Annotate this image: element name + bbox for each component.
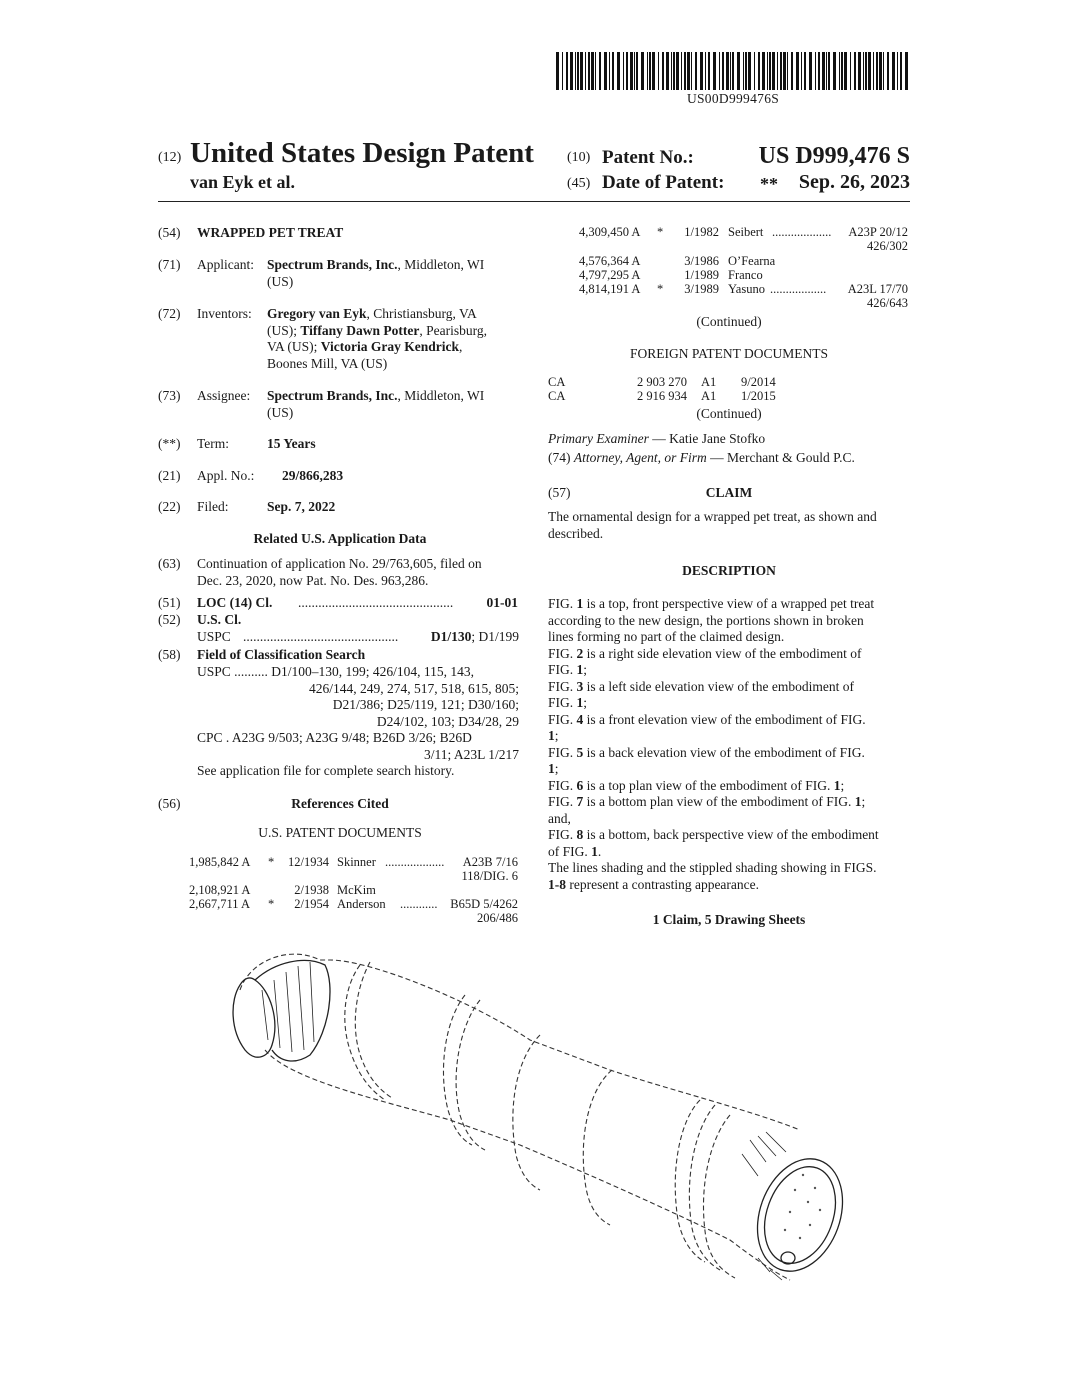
- description-line: [548, 596, 910, 613]
- ref-class: A23L 17/70: [847, 282, 908, 296]
- description-text-part: FIG.: [548, 645, 577, 661]
- description-text-part: FIG.: [548, 662, 577, 677]
- description-figure-ref: 7: [576, 794, 584, 809]
- claim-text: [548, 509, 910, 542]
- barcode-bar: [588, 52, 590, 90]
- barcode-bar: [769, 52, 771, 90]
- code-74: (74): [548, 450, 571, 465]
- barcode-bar: [883, 52, 884, 90]
- description-text-part: represent a contrasting appearance.: [566, 876, 760, 892]
- description-figure-ref: 1: [548, 761, 555, 776]
- description-text-part: is a bottom, back perspective view of the embodiment: [583, 827, 879, 842]
- ref-leader: ...................: [385, 855, 445, 869]
- ref-date: 3/1986: [684, 254, 719, 268]
- description-text-part: FIG.: [548, 695, 577, 710]
- document-title: United States Design Patent: [190, 137, 534, 169]
- description-line: [548, 712, 910, 729]
- applicant-value: [267, 257, 522, 290]
- ref-class: B65D 5/4262: [450, 897, 518, 911]
- field-search-uspc-1: USPC .......... D1/100–130, 199; 426/104, 115, 143,: [197, 664, 475, 679]
- description-figure-ref: 1-8: [548, 876, 566, 892]
- barcode-bar: [796, 52, 799, 90]
- barcode-bar: [767, 52, 768, 90]
- code-54: (54): [158, 225, 181, 240]
- description-text-part: The lines shading and the stippled shading showing in FIGS.: [548, 860, 877, 875]
- field-search-uspc: [197, 664, 519, 780]
- assignee-location: , Middleton, WI: [397, 388, 485, 403]
- description-line: [548, 811, 910, 828]
- claim-line-1: The ornamental design for a wrapped pet treat, as shown and: [548, 509, 877, 524]
- description-figure-ref: 1: [548, 728, 555, 743]
- inventor-3-location: Boones Mill, VA (US): [267, 355, 388, 371]
- continuation-line-2: Dec. 23, 2020, now Pat. No. Des. 963,286.: [197, 572, 429, 588]
- code-52: (52): [158, 612, 181, 627]
- inventor-short: van Eyk et al.: [190, 172, 296, 192]
- description-text-part: ;: [840, 777, 845, 793]
- ref-leader: ..................: [770, 282, 827, 296]
- inventor-2-location: , Pearisburg,: [419, 322, 487, 338]
- barcode-bar: [858, 52, 861, 90]
- description-figure-ref: 3: [576, 678, 584, 694]
- ref-number: 4,797,295 A: [579, 268, 641, 282]
- description-text: [548, 596, 910, 893]
- barcode-bar: [700, 52, 703, 90]
- ref-number: 1,985,842 A: [189, 855, 251, 869]
- description-text-part: FIG.: [548, 827, 577, 842]
- description-line: [548, 662, 910, 679]
- patent-number: US D999,476 S: [758, 143, 910, 169]
- foreign-kind: A1: [701, 389, 717, 403]
- description-text-part: lines forming no part of the claimed design.: [548, 629, 785, 644]
- barcode-bar: [673, 52, 675, 90]
- barcode-bar: [863, 52, 864, 90]
- code-63: (63): [158, 556, 181, 571]
- ref-date: 3/1989: [684, 282, 719, 296]
- ref-date: 1/1989: [684, 268, 719, 282]
- description-line: [548, 844, 910, 861]
- field-search-uspc-4: D24/102, 103; D34/28, 29: [376, 713, 519, 729]
- barcode-bar: [905, 52, 908, 90]
- barcode-bar: [636, 52, 638, 90]
- inventor-1: Gregory van Eyk: [267, 306, 367, 321]
- inventor-1-country: (US);: [267, 322, 301, 338]
- description-line: [548, 613, 910, 630]
- barcode-bar: [818, 52, 820, 90]
- barcode-bar: [708, 52, 710, 90]
- barcode-bar: [671, 52, 672, 90]
- ref-number: 4,309,450 A: [579, 225, 641, 239]
- code-term: (**): [158, 436, 181, 451]
- appl-no-value: 29/866,283: [282, 468, 344, 483]
- description-line: [548, 728, 910, 745]
- description-text-part: FIG.: [548, 794, 577, 809]
- claims-sheets-count: 1 Claim, 5 Drawing Sheets: [652, 912, 806, 927]
- barcode-bar: [762, 52, 765, 90]
- field-search-uspc-2: 426/144, 249, 274, 517, 518, 615, 805;: [308, 680, 519, 696]
- barcode-bar: [897, 52, 898, 90]
- description-text-part: of FIG.: [548, 843, 592, 859]
- barcode-bar: [722, 52, 724, 90]
- description-line: [548, 761, 910, 778]
- barcode-bar: [748, 52, 751, 90]
- ref-class: A23P 20/12: [848, 225, 908, 239]
- barcode-bar: [580, 52, 583, 90]
- loc-cl-label: LOC (14) Cl.: [197, 595, 273, 610]
- barcode-bar: [556, 52, 559, 90]
- description-figure-ref: 8: [576, 827, 584, 842]
- barcode-bar: [647, 52, 648, 90]
- barcode-bar: [758, 52, 760, 90]
- ref-leader: ............: [400, 897, 438, 911]
- description-text-part: is a top, front perspective view of a wrapped pet treat: [583, 596, 875, 611]
- us-cl-label: U.S. Cl.: [197, 612, 242, 627]
- design-title: WRAPPED PET TREAT: [197, 225, 344, 240]
- ref-class-secondary: 118/DIG. 6: [461, 869, 518, 883]
- ref-number: 4,576,364 A: [579, 254, 641, 268]
- assignee-value: [267, 388, 522, 421]
- description-text-part: ;: [861, 794, 866, 809]
- related-data-heading: Related U.S. Application Data: [253, 531, 427, 546]
- foreign-kind: A1: [701, 375, 717, 389]
- barcode-bar: [809, 52, 812, 90]
- inventor-3: Victoria Gray Kendrick: [320, 339, 459, 354]
- description-figure-ref: 6: [576, 777, 584, 793]
- description-text-part: is a left side elevation view of the embodiment of: [583, 678, 854, 694]
- barcode-bar: [652, 52, 655, 90]
- description-line: [548, 646, 910, 663]
- barcode-bar: [676, 52, 679, 90]
- ref-leader: ...................: [772, 225, 832, 239]
- code-51: (51): [158, 595, 181, 610]
- description-line: [548, 877, 910, 894]
- examiner-line: [548, 431, 910, 448]
- patent-number-label: Patent No.:: [602, 147, 694, 168]
- description-text-part: ;: [554, 728, 559, 743]
- ref-cited-by-examiner: *: [657, 282, 664, 296]
- barcode-bar: [681, 52, 682, 90]
- barcode-bar: [772, 52, 775, 90]
- barcode-bar: [841, 52, 843, 90]
- description-figure-ref: 5: [576, 744, 584, 760]
- barcode-bar: [585, 52, 586, 90]
- ref-name: Franco: [728, 268, 763, 282]
- description-figure-ref: 4: [576, 711, 584, 727]
- attorney-label: Attorney, Agent, or Firm: [573, 450, 707, 465]
- barcode-bar: [801, 52, 802, 90]
- barcode-bar: [876, 52, 878, 90]
- description-text-part: ;: [583, 695, 588, 710]
- inventor-3-sep: ,: [459, 339, 463, 354]
- assignee-name: Spectrum Brands, Inc.: [267, 388, 398, 403]
- code-21: (21): [158, 468, 181, 483]
- barcode-bar: [566, 52, 568, 90]
- ref-date: 12/1934: [288, 855, 329, 869]
- description-figure-ref: 1: [591, 843, 598, 859]
- barcode-bar: [658, 52, 659, 90]
- barcode-bar: [743, 52, 744, 90]
- code-10: (10): [567, 150, 591, 165]
- foreign-number: 2 916 934: [637, 389, 687, 403]
- ref-date: 2/1954: [294, 897, 329, 911]
- ref-name: Skinner: [337, 855, 376, 869]
- applicant-name: Spectrum Brands, Inc.: [267, 257, 398, 272]
- examiner-name: — Katie Jane Stofko: [648, 431, 766, 446]
- barcode-bar: [844, 52, 847, 90]
- us-patent-docs-heading: U.S. PATENT DOCUMENTS: [258, 825, 422, 840]
- ref-date: 2/1938: [294, 883, 329, 897]
- barcode-bar: [854, 52, 856, 90]
- barcode-bar: [705, 52, 706, 90]
- field-search-note: See application file for complete search history.: [197, 763, 455, 778]
- barcode-bar: [804, 52, 806, 90]
- attorney-name: — Merchant & Gould P.C.: [706, 450, 855, 465]
- description-figure-ref: 1: [576, 695, 584, 710]
- barcode-bar: [826, 52, 827, 90]
- barcode-bar: [634, 52, 635, 90]
- description-text-part: FIG.: [548, 678, 577, 694]
- description-line: [548, 794, 910, 811]
- barcode-bar: [879, 52, 882, 90]
- barcode-bar: [777, 52, 778, 90]
- filed-label: Filed:: [197, 499, 229, 514]
- barcode-bar: [570, 52, 573, 90]
- barcode-bar: [892, 52, 895, 90]
- assignee-label: Assignee:: [197, 388, 251, 403]
- filed-value: Sep. 7, 2022: [267, 499, 336, 514]
- barcode-bar: [623, 52, 624, 90]
- ref-class-secondary: 426/643: [867, 296, 908, 310]
- description-text-part: .: [597, 843, 602, 859]
- continuation-text: [197, 556, 519, 589]
- barcode-bar: [726, 52, 729, 90]
- ref-name: O’Fearna: [728, 254, 776, 268]
- code-72: (72): [158, 306, 181, 321]
- ref-date: 1/1982: [684, 225, 719, 239]
- continued-2: (Continued): [696, 406, 762, 421]
- barcode-bar: [695, 52, 697, 90]
- applicant-location: , Middleton, WI: [397, 257, 485, 272]
- barcode-bar: [887, 52, 889, 90]
- barcode-bar: [873, 52, 874, 90]
- barcode-bar: [850, 52, 851, 90]
- inventors-label: Inventors:: [197, 306, 252, 321]
- loc-cl-value: 01-01: [486, 595, 518, 610]
- appl-no-label: Appl. No.:: [197, 468, 255, 483]
- header-divider: [158, 201, 910, 202]
- date-of-patent: Sep. 26, 2023: [798, 171, 910, 193]
- barcode-bar: [900, 52, 902, 90]
- field-search-uspc-3: D21/386; D25/119, 121; D30/160;: [332, 697, 519, 712]
- barcode-bar: [630, 52, 633, 90]
- description-text-part: FIG.: [548, 777, 577, 793]
- code-71: (71): [158, 257, 181, 272]
- ref-cited-by-examiner: *: [268, 855, 275, 869]
- barcode-bar: [575, 52, 576, 90]
- barcode-bar: [666, 52, 669, 90]
- barcode-bar: [662, 52, 664, 90]
- barcode-bar: [787, 52, 788, 90]
- foreign-country: CA: [548, 389, 566, 403]
- barcode-bar: [737, 52, 740, 90]
- barcode-bar: [719, 52, 720, 90]
- barcode-bar: [791, 52, 793, 90]
- applicant-label: Applicant:: [197, 257, 254, 272]
- code-12: (12): [158, 150, 182, 165]
- ref-number: 2,667,711 A: [189, 897, 250, 911]
- ref-class-secondary: 206/486: [477, 911, 518, 925]
- ref-number: 4,814,191 A: [579, 282, 641, 296]
- ref-number: 2,108,921 A: [189, 883, 251, 897]
- barcode-bar: [562, 52, 563, 90]
- foreign-number: 2 903 270: [637, 375, 687, 389]
- barcode-bar: [684, 52, 686, 90]
- ref-cited-by-examiner: *: [657, 225, 664, 239]
- inventor-2-country: VA (US);: [267, 339, 321, 354]
- description-text-part: FIG.: [548, 596, 577, 611]
- field-search-cpc-1: CPC . A23G 9/503; A23G 9/48; B26D 3/26; B26D: [197, 730, 472, 745]
- claim-line-2: described.: [548, 525, 604, 541]
- ref-cited-by-examiner: *: [268, 897, 275, 911]
- barcode-bar: [815, 52, 816, 90]
- description-figure-ref: 1: [576, 662, 584, 677]
- barcode-bar: [617, 52, 620, 90]
- ref-name: McKim: [337, 883, 376, 897]
- barcode-number: US00D999476S: [686, 91, 780, 106]
- description-text-part: ;: [554, 761, 559, 776]
- foreign-date: 1/2015: [741, 389, 776, 403]
- code-58: (58): [158, 647, 181, 662]
- barcode-bar: [649, 52, 651, 90]
- barcode-bar: [691, 52, 692, 90]
- description-text-part: FIG.: [548, 711, 577, 727]
- barcode-bar: [745, 52, 747, 90]
- code-73: (73): [158, 388, 181, 403]
- description-heading: DESCRIPTION: [682, 563, 776, 578]
- barcode-bar: [783, 52, 786, 90]
- inventor-2: Tiffany Dawn Potter: [300, 322, 420, 338]
- description-text-part: is a top plan view of the embodiment of FIG.: [583, 777, 834, 793]
- barcode-bar: [839, 52, 840, 90]
- barcode-bar: [754, 52, 755, 90]
- description-text-part: is a front elevation view of the embodiment of FIG.: [583, 711, 866, 727]
- barcode-bar: [868, 52, 871, 90]
- description-line: [548, 860, 910, 877]
- description-line: [548, 695, 910, 712]
- barcode-bar: [599, 52, 601, 90]
- uspc-other-class: ; D1/199: [471, 629, 519, 644]
- continuation-line-1: Continuation of application No. 29/763,605, filed on: [197, 556, 482, 571]
- description-line: [548, 827, 910, 844]
- examiner-label: Primary Examiner: [548, 431, 649, 446]
- barcode-bar: [865, 52, 867, 90]
- barcode-bar: [591, 52, 594, 90]
- barcode-bar: [604, 52, 607, 90]
- description-figure-ref: 1: [576, 596, 584, 611]
- description-text-part: according to the new design, the portions shown in broken: [548, 612, 864, 628]
- ref-name: Anderson: [337, 897, 386, 911]
- continued-1: (Continued): [696, 314, 762, 329]
- description-line: [548, 778, 910, 795]
- description-text-part: is a back elevation view of the embodiment of FIG.: [583, 744, 865, 760]
- barcode-bar: [609, 52, 610, 90]
- applicant-country: (US): [267, 273, 294, 289]
- description-text-part: FIG.: [548, 744, 577, 760]
- description-text-part: and,: [548, 810, 571, 826]
- term-extension-stars: **: [760, 174, 778, 194]
- uspc-main-class: D1/130: [430, 629, 472, 644]
- field-search-cpc-2: 3/11; A23L 1/217: [423, 746, 519, 762]
- foreign-country: CA: [548, 375, 566, 389]
- barcode-bar: [577, 52, 579, 90]
- barcode-bar: [732, 52, 734, 90]
- foreign-docs-heading: FOREIGN PATENT DOCUMENTS: [629, 346, 829, 361]
- uspc-value: [420, 629, 519, 646]
- assignee-country: (US): [267, 404, 294, 420]
- foreign-date: 9/2014: [741, 375, 776, 389]
- term-value: 15 Years: [267, 436, 316, 451]
- wrapped-pet-treat-drawing: [210, 940, 850, 1290]
- description-figure-ref: 2: [576, 645, 584, 661]
- description-line: [548, 629, 910, 646]
- description-text-part: is a bottom plan view of the embodiment of FIG.: [583, 794, 855, 809]
- claim-heading: CLAIM: [705, 485, 753, 500]
- ref-name: Seibert: [728, 225, 764, 239]
- description-line: [548, 679, 910, 696]
- description-text-part: is a right side elevation view of the embodiment of: [583, 645, 862, 661]
- field-search-label: Field of Classification Search: [197, 647, 366, 662]
- inventors-value: [267, 306, 522, 372]
- barcode-bar: [730, 52, 731, 90]
- description-figure-ref: 1: [854, 794, 862, 809]
- uspc-leader: ..............................................: [243, 629, 399, 644]
- barcode-bar: [687, 52, 690, 90]
- barcode-bar: [833, 52, 836, 90]
- barcode-bar: [828, 52, 830, 90]
- date-of-patent-label: Date of Patent:: [602, 172, 725, 193]
- barcode-bar: [641, 52, 644, 90]
- barcode-bar: [780, 52, 782, 90]
- barcode-bar: [822, 52, 825, 90]
- attorney-line: [548, 450, 910, 467]
- uspc-label: USPC: [197, 629, 231, 644]
- barcode-bar: [595, 52, 596, 90]
- code-56: (56): [158, 796, 181, 811]
- term-label: Term:: [197, 436, 230, 451]
- code-22: (22): [158, 499, 181, 514]
- references-heading: References Cited: [291, 796, 389, 811]
- ref-class: A23B 7/16: [462, 855, 518, 869]
- ref-class-secondary: 426/302: [867, 239, 908, 253]
- inventor-1-location: , Christiansburg, VA: [366, 306, 477, 321]
- barcode-bar: [713, 52, 716, 90]
- loc-cl-leader: ..............................................: [298, 595, 454, 610]
- barcode-bar: [612, 52, 614, 90]
- barcode: [556, 52, 910, 90]
- description-figure-ref: 1: [833, 777, 841, 793]
- barcode-bar: [626, 52, 628, 90]
- ref-name: Yasuno: [728, 282, 765, 296]
- code-57: (57): [548, 485, 571, 500]
- description-line: [548, 745, 910, 762]
- description-text-part: ;: [583, 662, 588, 677]
- code-45: (45): [567, 176, 591, 191]
